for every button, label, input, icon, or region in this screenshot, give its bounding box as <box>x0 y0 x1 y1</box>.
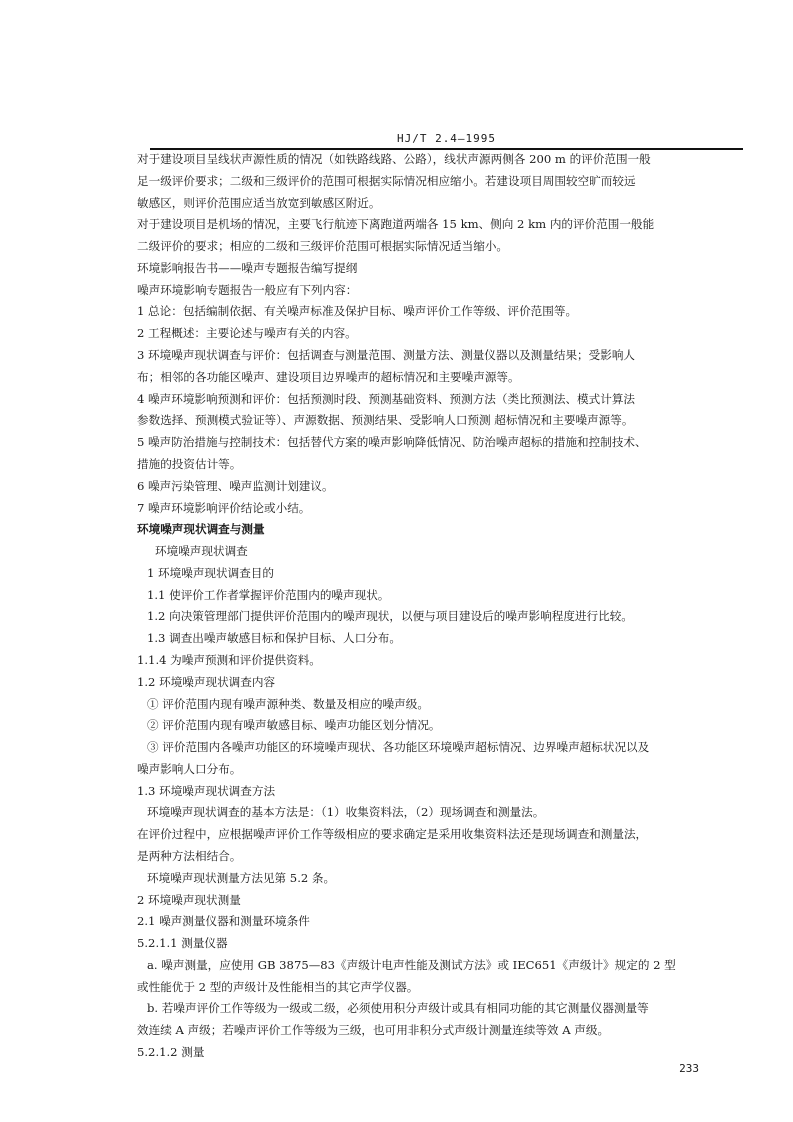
enumerated-item: ③ 评价范围内各噪声功能区的环境噪声现状、各功能区环境噪声超标情况、边界噪声超标状况以及 <box>147 740 650 755</box>
text-line: 噪声影响人口分布。 <box>137 761 242 776</box>
text-line: 在评价过程中，应根据噪声评价工作等级相应的要求确定是采用收集资料法还是现场调查和测量法， <box>137 827 648 842</box>
text-line: 或性能优于 2 型的声级计及性能相当的其它声学仪器。 <box>137 979 419 994</box>
document-body <box>137 152 745 1067</box>
text-line: 二级评价的要求；相应的二级和三级评价范围可根据实际情况适当缩小。 <box>137 239 509 254</box>
subsection-heading: 2 环境噪声现状测量 <box>137 892 241 907</box>
list-item: 4 噪声环境影响预测和评价：包括预测时段、预测基础资料、预测方法（类比预测法、模式计算法 <box>137 391 636 406</box>
page-header <box>150 132 743 150</box>
text-line: 噪声环境影响专题报告一般应有下列内容： <box>137 282 358 297</box>
clause-item: 1.1 使评价工作者掌握评价范围内的噪声现状。 <box>147 587 390 602</box>
enumerated-item: ① 评价范围内现有噪声源种类、数量及相应的噪声级。 <box>147 696 429 711</box>
list-item: 1 总论：包括编制依据、有关噪声标准及保护目标、噪声评价工作等级、评价范围等。 <box>137 304 578 319</box>
clause-item: 1.2 向决策管理部门提供评价范围内的噪声现状，以便与项目建设后的噪声影响程度进行比较。 <box>147 609 633 624</box>
enumerated-item: ② 评价范围内现有噪声敏感目标、噪声功能区划分情况。 <box>147 718 441 733</box>
subsection-heading: 5.2.1.1 测量仪器 <box>137 936 228 951</box>
standard-code: HJ/T 2.4—1995 <box>387 132 507 145</box>
list-item: 5 噪声防治措施与控制技术：包括替代方案的噪声影响降低情况、防治噪声超标的措施和控制技术、 <box>137 435 647 450</box>
lettered-item: a. 噪声测量，应使用 GB 3875—83《声级计电声性能及测试方法》或 IEC651《声级计》规定的 2 型 <box>147 957 676 972</box>
list-item: 7 噪声环境影响评价结论或小结。 <box>137 500 311 515</box>
subsection-heading: 5.2.1.2 测量 <box>137 1045 205 1060</box>
list-item: 6 噪声污染管理、噪声监测计划建议。 <box>137 478 334 493</box>
subsection-heading: 1 环境噪声现状调查目的 <box>147 565 274 580</box>
text-line: 布；相邻的各功能区噪声、建设项目边界噪声的超标情况和主要噪声源等。 <box>137 369 520 384</box>
text-line: 是两种方法相结合。 <box>137 849 242 863</box>
text-line: 敏感区，则评价范围应适当放宽到敏感区附近。 <box>137 195 381 210</box>
text-line: 对于建设项目是机场的情况，主要飞行航迹下离跑道两端各 15 km、侧向 2 km 内的评价范围一般能 <box>137 217 655 232</box>
text-line: 措施的投资估计等。 <box>137 456 242 471</box>
subsection-heading: 2.1 噪声测量仪器和测量环境条件 <box>137 914 310 929</box>
section-heading: 环境影响报告书——噪声专题报告编写提纲 <box>137 260 358 275</box>
subsection-heading: 1.3 环境噪声现状调查方法 <box>137 783 276 798</box>
text-line: 对于建设项目呈线状声源性质的情况（如铁路线路、公路），线状声源两侧各 200 m 的评价范围一般 <box>137 152 651 166</box>
text-line: 参数选择、预测模式验证等）、声源数据、预测结果、受影响人口预测 超标情况和主要噪声源等。 <box>137 413 634 428</box>
list-item: 2 工程概述：主要论述与噪声有关的内容。 <box>137 326 357 341</box>
text-line: 效连续 A 声级；若噪声评价工作等级为三级，也可用非积分式声级计测量连续等效 A 声级。 <box>137 1023 610 1038</box>
subsection-heading: 环境噪声现状调查 <box>155 544 248 559</box>
lettered-item: b. 若噪声评价工作等级为一级或二级，必须使用积分声级计或具有相同功能的其它测量仪器测量等 <box>147 1001 649 1016</box>
page-number: 233 <box>679 1062 699 1075</box>
list-item: 3 环境噪声现状调查与评价：包括调查与测量范围、测量方法、测量仪器以及测量结果；受影响人 <box>137 348 636 363</box>
subsection-heading: 1.2 环境噪声现状调查内容 <box>137 674 276 689</box>
section-heading: 环境噪声现状调查与测量 <box>137 522 265 537</box>
text-line: 环境噪声现状测量方法见第 5.2 条。 <box>147 870 336 885</box>
text-line: 足一级评价要求；二级和三级评价的范围可根据实际情况相应缩小。若建设项目周围较空旷而较远 <box>137 173 636 188</box>
clause-item: 1.1.4 为噪声预测和评价提供资料。 <box>137 652 321 667</box>
clause-item: 1.3 调查出噪声敏感目标和保护目标、人口分布。 <box>147 631 401 646</box>
text-line: 环境噪声现状调查的基本方法是：（1）收集资料法，（2）现场调查和测量法。 <box>147 805 545 820</box>
